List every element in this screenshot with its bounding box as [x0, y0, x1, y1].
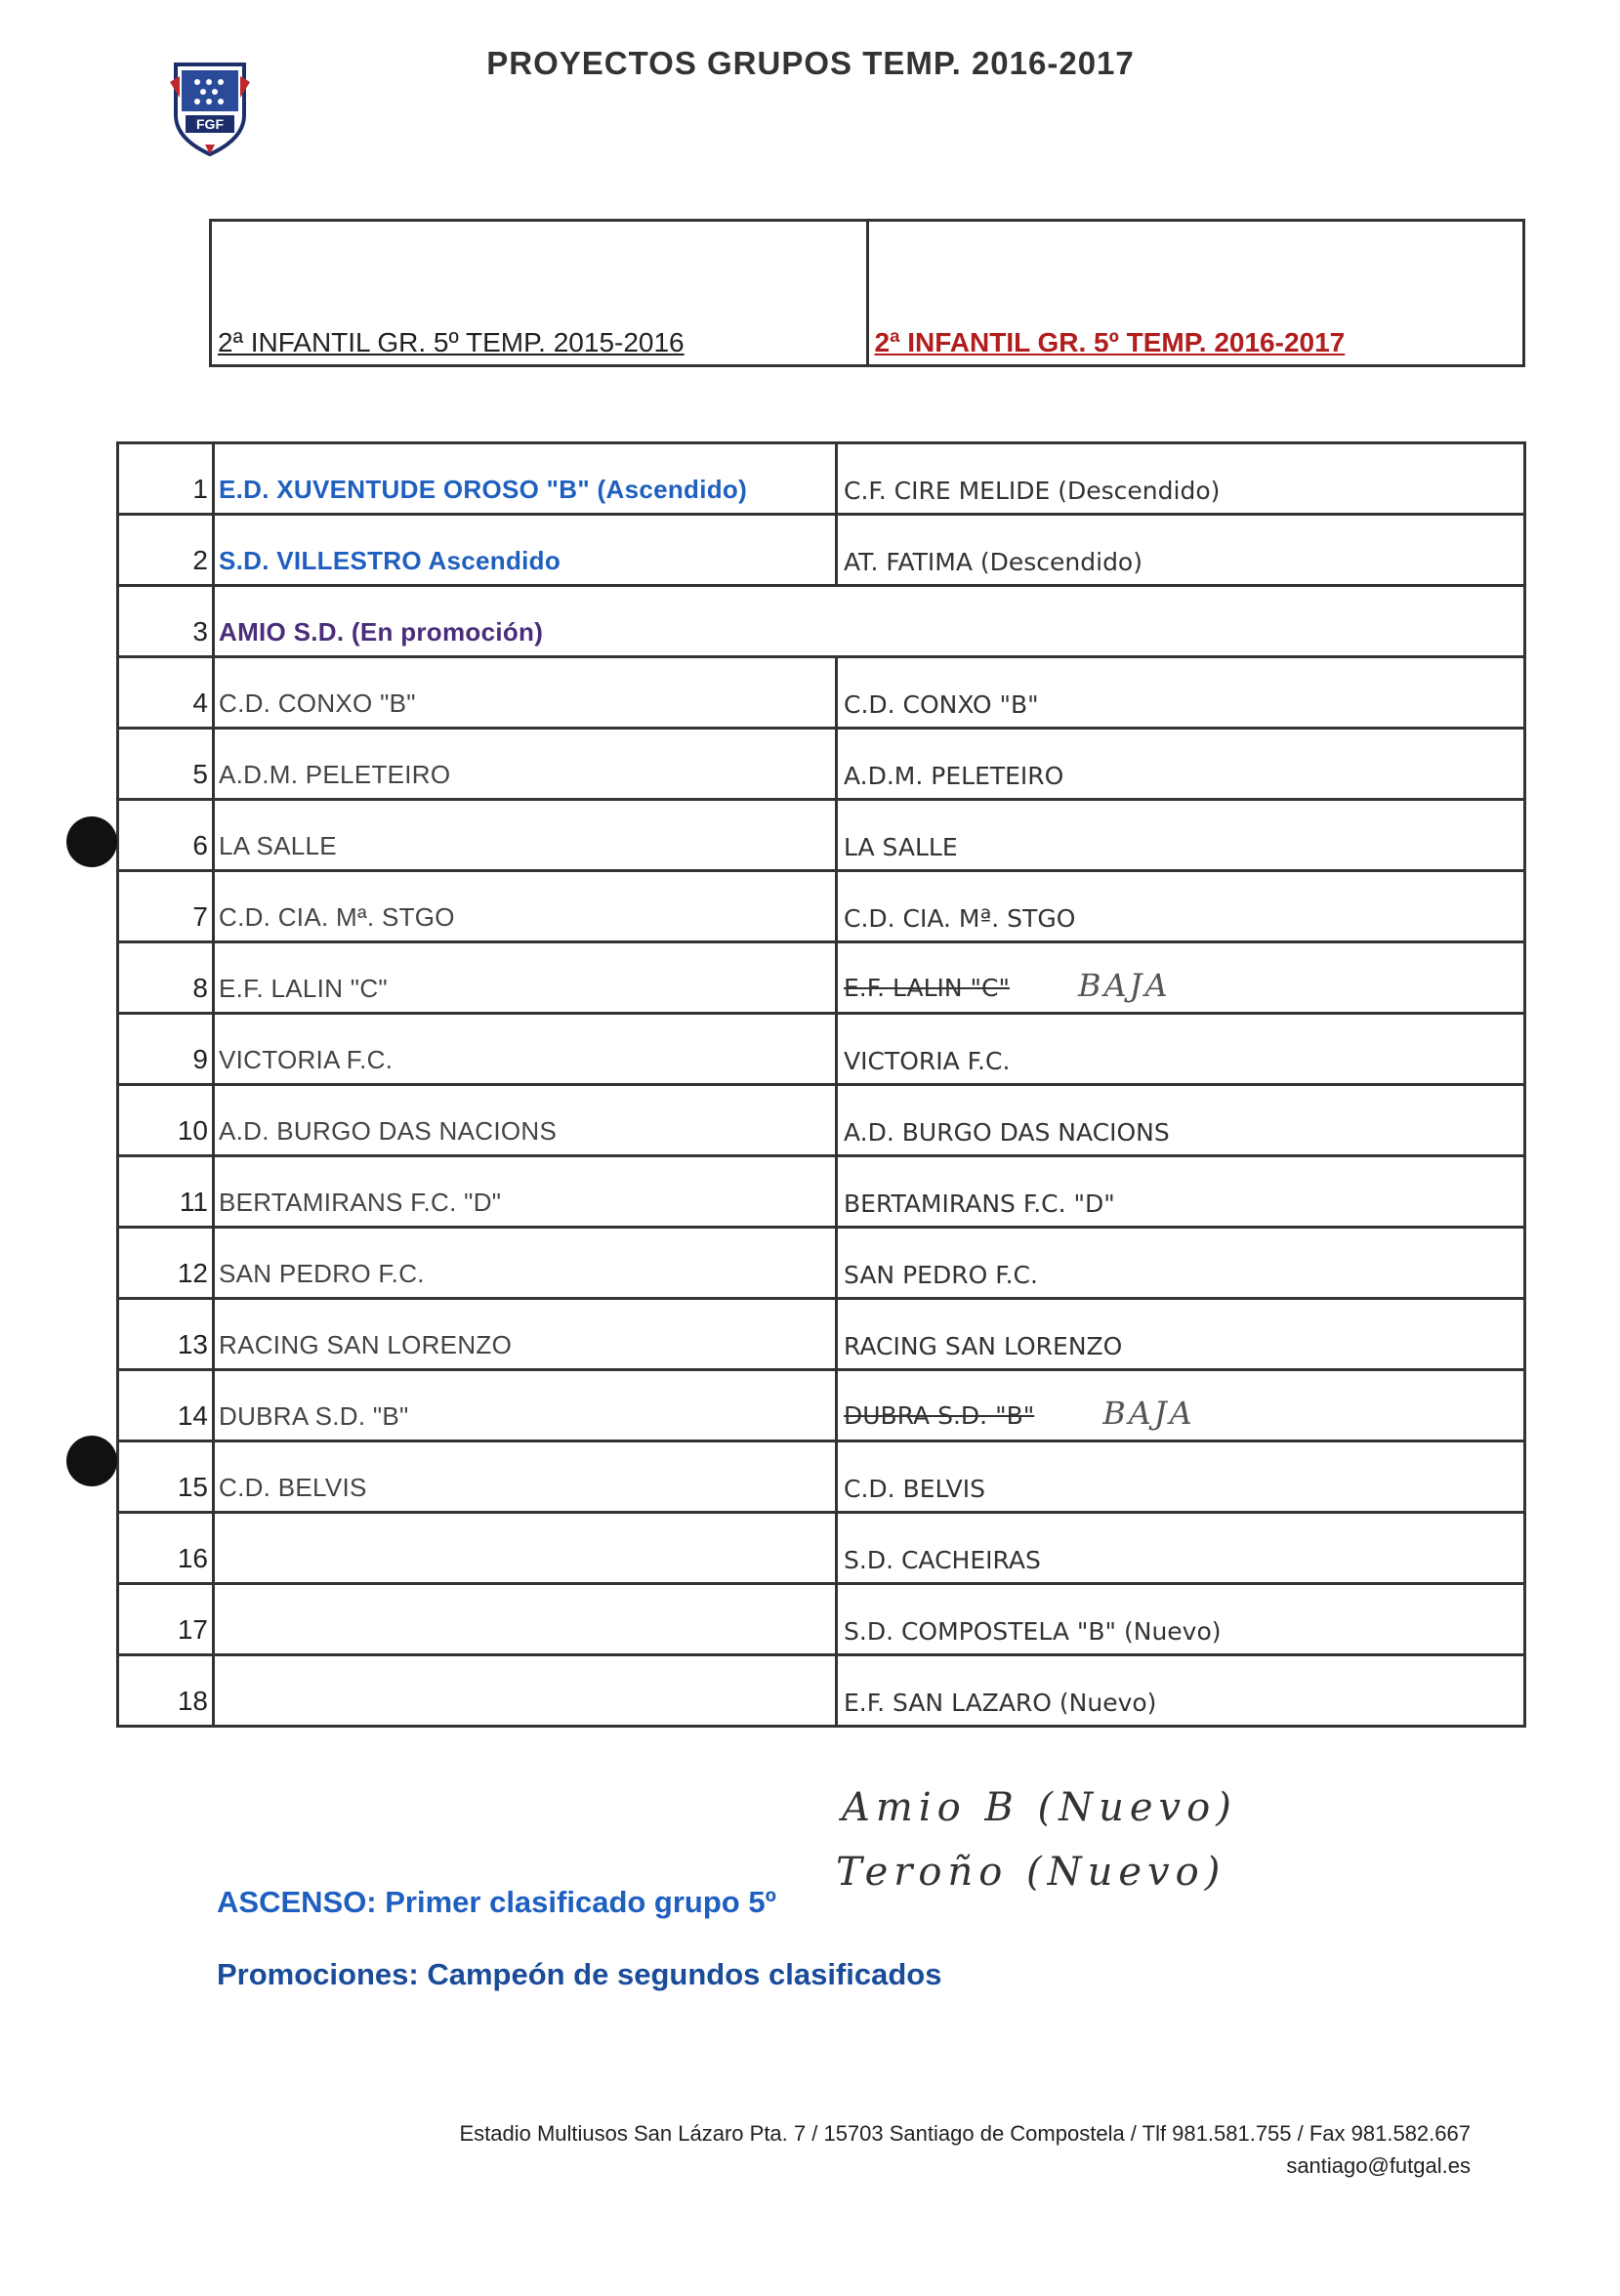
row-number: 8	[118, 942, 214, 1014]
team-2015-2016: VICTORIA F.C.	[214, 1014, 837, 1085]
punch-hole-bottom	[66, 1436, 117, 1486]
footer-email: santiago@futgal.es	[1286, 2153, 1471, 2178]
table-row	[118, 1085, 1525, 1156]
team-2016-2017: VICTORIA F.C.	[837, 1014, 1525, 1085]
row-number: 11	[118, 1156, 214, 1228]
team-2016-2017: SAN PEDRO F.C.	[837, 1228, 1525, 1299]
team-2016-2017: RACING SAN LORENZO	[837, 1299, 1525, 1370]
row-number: 18	[118, 1655, 214, 1727]
promociones-note: Promociones: Campeón de segundos clasificados	[217, 1957, 942, 1991]
team-2015-2016: RACING SAN LORENZO	[214, 1299, 837, 1370]
team-2015-2016	[214, 1584, 837, 1655]
team-2016-2017: A.D.M. PELETEIRO	[837, 729, 1525, 800]
table-row	[118, 1513, 1525, 1584]
row-number: 17	[118, 1584, 214, 1655]
table-row	[118, 1014, 1525, 1085]
team-2015-2016: C.D. CONXO "B"	[214, 657, 837, 729]
row-number: 2	[118, 515, 214, 586]
team-2015-2016: A.D. BURGO DAS NACIONS	[214, 1085, 837, 1156]
team-2016-2017: S.D. CACHEIRAS	[837, 1513, 1525, 1584]
teams-table	[116, 441, 1526, 1728]
team-2016-2017: C.F. CIRE MELIDE (Descendido)	[837, 443, 1525, 515]
row-number: 12	[118, 1228, 214, 1299]
team-2015-2016: S.D. VILLESTRO Ascendido	[214, 515, 837, 586]
team-2015-2016: AMIO S.D. (En promoción)	[214, 586, 837, 657]
table-row	[118, 586, 1525, 657]
table-row	[118, 800, 1525, 871]
row-number: 6	[118, 800, 214, 871]
row-number: 5	[118, 729, 214, 800]
team-2015-2016: LA SALLE	[214, 800, 837, 871]
table-row	[118, 1156, 1525, 1228]
row-number: 3	[118, 586, 214, 657]
row-number: 9	[118, 1014, 214, 1085]
team-2016-2017	[837, 942, 1525, 1014]
table-row	[118, 1584, 1525, 1655]
season-left-label: 2ª INFANTIL GR. 5º TEMP. 2015-2016	[218, 327, 685, 357]
team-2015-2016: DUBRA S.D. "B"	[214, 1370, 837, 1441]
team-2016-2017: AT. FATIMA (Descendido)	[837, 515, 1525, 586]
fgf-logo	[168, 55, 252, 156]
team-2015-2016: C.D. CIA. Mª. STGO	[214, 871, 837, 942]
table-row	[118, 871, 1525, 942]
team-2016-2017: BERTAMIRANS F.C. "D"	[837, 1156, 1525, 1228]
team-2016-2017: LA SALLE	[837, 800, 1525, 871]
baja-note: BAJA	[1078, 967, 1171, 1004]
table-row	[118, 657, 1525, 729]
table-row	[118, 1228, 1525, 1299]
table-row	[118, 942, 1525, 1014]
table-row	[118, 1299, 1525, 1370]
team-2015-2016	[214, 1655, 837, 1727]
team-2015-2016: E.F. LALIN "C"	[214, 942, 837, 1014]
table-row	[118, 1655, 1525, 1727]
page-title: PROYECTOS GRUPOS TEMP. 2016-2017	[486, 45, 1135, 81]
team-2015-2016	[214, 1513, 837, 1584]
punch-hole-top	[66, 816, 117, 867]
team-2016-2017: C.D. BELVIS	[837, 1441, 1525, 1513]
team-2015-2016: BERTAMIRANS F.C. "D"	[214, 1156, 837, 1228]
footer	[459, 2117, 1471, 2182]
team-2016-2017: S.D. COMPOSTELA "B" (Nuevo)	[837, 1584, 1525, 1655]
season-left-cell	[212, 222, 866, 364]
row-number: 14	[118, 1370, 214, 1441]
table-row	[118, 1370, 1525, 1441]
team-2016-2017: A.D. BURGO DAS NACIONS	[837, 1085, 1525, 1156]
team-2015-2016: E.D. XUVENTUDE OROSO "B" (Ascendido)	[214, 443, 837, 515]
row-number: 13	[118, 1299, 214, 1370]
handwritten-note-1: Amio B (Nuevo)	[842, 1785, 1237, 1830]
handwritten-note-2: Teroño (Nuevo)	[836, 1850, 1226, 1895]
table-row	[118, 729, 1525, 800]
table-row	[118, 1441, 1525, 1513]
team-2016-2017	[837, 586, 1525, 657]
row-number: 4	[118, 657, 214, 729]
team-2016-2017	[837, 1370, 1525, 1441]
team-2015-2016: C.D. BELVIS	[214, 1441, 837, 1513]
team-2016-2017: E.F. SAN LAZARO (Nuevo)	[837, 1655, 1525, 1727]
team-name-struck: E.F. LALIN "C"	[844, 974, 1011, 1002]
table-row	[118, 515, 1525, 586]
table-row	[118, 443, 1525, 515]
footer-address: Estadio Multiusos San Lázaro Pta. 7 / 15703 Santiago de Compostela / Tlf 981.581.755 / Fax 981.582.667	[459, 2121, 1471, 2146]
season-right-cell	[866, 222, 1523, 364]
logo-text: FGF	[196, 116, 224, 132]
team-2015-2016: SAN PEDRO F.C.	[214, 1228, 837, 1299]
baja-note: BAJA	[1102, 1395, 1195, 1432]
row-number: 1	[118, 443, 214, 515]
team-2016-2017: C.D. CONXO "B"	[837, 657, 1525, 729]
season-header-table	[209, 219, 1525, 367]
season-right-label: 2ª INFANTIL GR. 5º TEMP. 2016-2017	[874, 327, 1346, 357]
team-name-struck: DUBRA S.D. "B"	[844, 1401, 1035, 1430]
row-number: 7	[118, 871, 214, 942]
row-number: 16	[118, 1513, 214, 1584]
row-number: 10	[118, 1085, 214, 1156]
team-2015-2016: A.D.M. PELETEIRO	[214, 729, 837, 800]
team-2016-2017: C.D. CIA. Mª. STGO	[837, 871, 1525, 942]
ascenso-note: ASCENSO: Primer clasificado grupo 5º	[217, 1885, 776, 1919]
row-number: 15	[118, 1441, 214, 1513]
